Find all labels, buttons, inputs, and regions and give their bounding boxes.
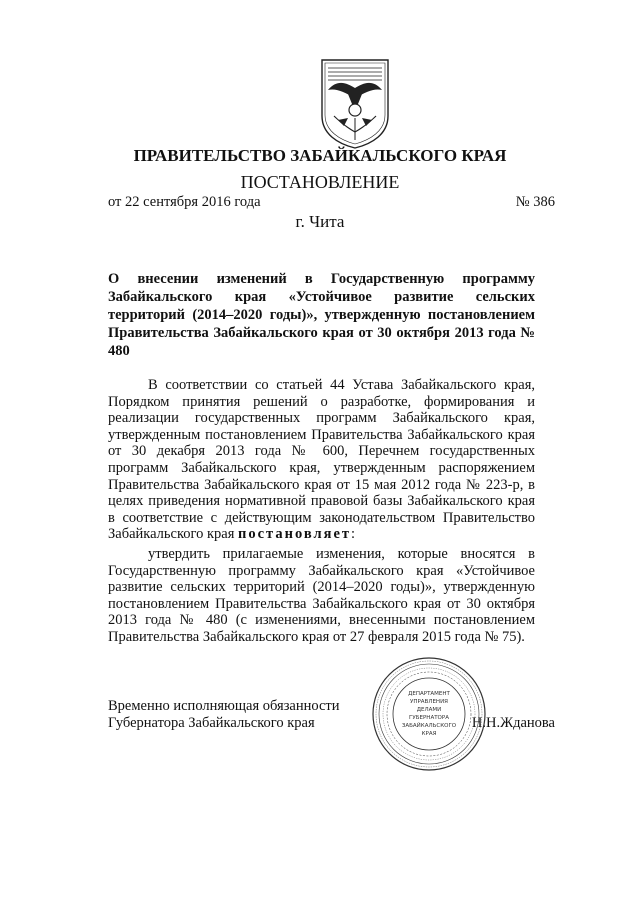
document-title: О внесении изменений в Государственную программу Забайкальского края «Устойчивое развитие сельских территорий (2014–2020 годы)», утвержденную постановлением Правительства Забайкальского края от 30 октября 2013 года № 480 (108, 271, 535, 359)
stamp-line: ДЕПАРТАМЕНТ (408, 691, 450, 697)
preamble-text: В соответствии со статьей 44 Устава Забайкальского края, Порядком принятия решений о разработке, формирования и реализации государственных программ Забайкальского края, утвержденным постановлением Правительства Забайкальского края от 30 декабря 2013 года № 600, Перечнем государственных программ Забайкальского края, утвержденным распоряжением Правительства Забайкальского края от 15 мая 2012 года № 223-р, в целях приведения нормативной правовой базы Забайкальского края в соответствие с действующим законодательством Правительство Забайкальского края (108, 377, 535, 543)
signatory-position-line2: Губернатора Забайкальского края (108, 715, 315, 731)
document-number: № 386 (515, 194, 555, 210)
document-type: ПОСТАНОВЛЕНИЕ (240, 172, 400, 192)
city: г. Чита (295, 212, 345, 231)
stamp-line: УПРАВЛЕНИЯ (409, 699, 449, 705)
preamble-end: : (351, 526, 356, 543)
resolves-keyword: постановляет (238, 526, 352, 543)
paragraph-preamble (108, 377, 535, 543)
document-date: от 22 сентября 2016 года (108, 194, 261, 210)
signatory-name: Н.Н.Жданова (471, 715, 555, 731)
paragraph-decision: утвердить прилагаемые изменения, которые вносятся в Государственную программу Забайкальского края «Устойчивое развитие сельских территорий (2014–2020 годы)», утвержденную постановлением Правительства Забайкальского края от 30 октября 2013 года № 480 (с изменениями, внесенными постановлением Правительства Забайкальского края от 27 февраля 2015 года № 75). (108, 546, 535, 645)
stamp-line: ЗАБАЙКАЛЬСКОГО (401, 723, 457, 729)
stamp-line: ДЕЛАМИ (416, 707, 442, 713)
government-name: ПРАВИТЕЛЬСТВО ЗАБАЙКАЛЬСКОГО КРАЯ (133, 146, 507, 165)
coat-of-arms-icon (318, 58, 392, 150)
signatory-position (108, 698, 340, 732)
stamp-line: ГУБЕРНАТОРА (409, 715, 449, 721)
signatory-position-line1: Временно исполняющая обязанности (108, 698, 340, 714)
official-stamp-icon (370, 655, 488, 773)
stamp-line: КРАЯ (421, 731, 437, 737)
